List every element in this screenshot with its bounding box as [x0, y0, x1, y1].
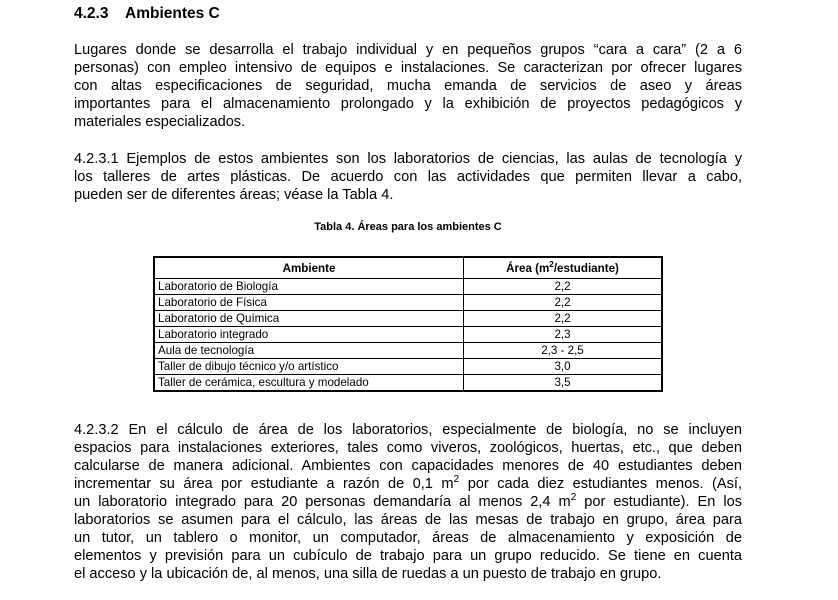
- paragraph-line: laboratorios se asumen para el cálculo, las áreas de las mesas de trabajo en grupo, área para: [74, 512, 742, 528]
- column-header-ambiente: Ambiente: [154, 257, 464, 279]
- paragraph-line: calcularse de manera adicional. Ambientes con capacidades menores de 40 estudiantes deben: [74, 458, 742, 474]
- table-row: [154, 279, 662, 295]
- paragraph-line: un tutor, un tablero o monitor, un computador, áreas de almacenamiento y exposición de: [74, 530, 742, 546]
- table-row: [154, 359, 662, 375]
- cell-ambiente: Aula de tecnología: [154, 343, 464, 359]
- table-row: [154, 295, 662, 311]
- cell-area: 2,2: [464, 295, 663, 311]
- paragraph-line: los talleres de artes plásticas. De acuerdo con las actividades que permiten llevar a cabo,: [74, 169, 742, 185]
- paragraph-examples: [74, 150, 742, 204]
- section-number: 4.2.3: [74, 5, 109, 22]
- cell-area: 2,3 - 2,5: [464, 343, 663, 359]
- paragraph-line: un laboratorio integrado para 20 personas demandaría al menos 2,4 $m^2$ por estudiante). En los: [74, 492, 743, 510]
- cell-area: 3,0: [464, 359, 663, 375]
- cell-area: 2,2: [464, 279, 663, 295]
- cell-area: 2,2: [464, 311, 663, 327]
- table-row: [154, 375, 662, 392]
- cell-ambiente: Laboratorio de Física: [154, 295, 464, 311]
- cell-ambiente: Taller de dibujo técnico y/o artístico: [154, 359, 464, 375]
- column-header-area: Área $(m^2/estudiante)$: [464, 257, 663, 279]
- paragraph-laboratories: [74, 421, 742, 583]
- cell-ambiente: Taller de cerámica, escultura y modelado: [154, 375, 464, 392]
- section-title: Ambientes C: [125, 5, 220, 22]
- table-row: [154, 311, 662, 327]
- paragraph-line: elementos y previsión para un cubículo de trabajo para un grupo reducido. Se tiene en cuenta: [74, 548, 742, 564]
- paragraph-line: 4.2.3.2 En el cálculo de área de los laboratorios, especialmente de biología, no se incluyen: [74, 422, 742, 438]
- paragraph-line: importantes para el almacenamiento prolongado y la exhibición de proyectos pedagógicos y: [74, 96, 742, 112]
- paragraph-line: el acceso y la ubicación de, al menos, una silla de ruedas a un puesto de trabajo en grupo.: [74, 566, 662, 582]
- table-row: [154, 327, 662, 343]
- areas-table: [153, 256, 663, 392]
- paragraph-line: Lugares donde se desarrolla el trabajo individual y en pequeños grupos “cara a cara” (2 a 6: [74, 42, 742, 58]
- table-row: [154, 343, 662, 359]
- paragraph-line: con altas especificaciones de seguridad, mucha emanda de servicios de aseo y áreas: [74, 78, 742, 94]
- paragraph-line: incrementar su área por estudiante a razón de 0,1 $m^2$ por cada diez estudiantes menos. (Así,: [74, 474, 742, 492]
- cell-area: 2,3: [464, 327, 663, 343]
- cell-ambiente: Laboratorio integrado: [154, 327, 464, 343]
- table-header-row: [154, 257, 662, 279]
- cell-area: 3,5: [464, 375, 663, 392]
- cell-ambiente: Laboratorio de Biología: [154, 279, 464, 295]
- paragraph-line: pueden ser de diferentes áreas; véase la Tabla 4.: [74, 187, 394, 203]
- section-heading: [74, 5, 220, 23]
- paragraph-line: materiales especializados.: [74, 114, 246, 130]
- cell-ambiente: Laboratorio de Química: [154, 311, 464, 327]
- paragraph-line: personas) con empleo intensivo de equipos e instalaciones. Se caracterizan por ofrecer lugares: [74, 60, 742, 76]
- table-caption: Tabla 4. Áreas para los ambientes C: [314, 221, 502, 233]
- paragraph-description: [74, 41, 742, 131]
- paragraph-line: espacios para instalaciones exteriores, tales como viveros, zoológicos, huertas, etc., que deben: [74, 440, 742, 456]
- paragraph-line: 4.2.3.1 Ejemplos de estos ambientes son los laboratorios de ciencias, las aulas de tecnología y: [74, 151, 742, 167]
